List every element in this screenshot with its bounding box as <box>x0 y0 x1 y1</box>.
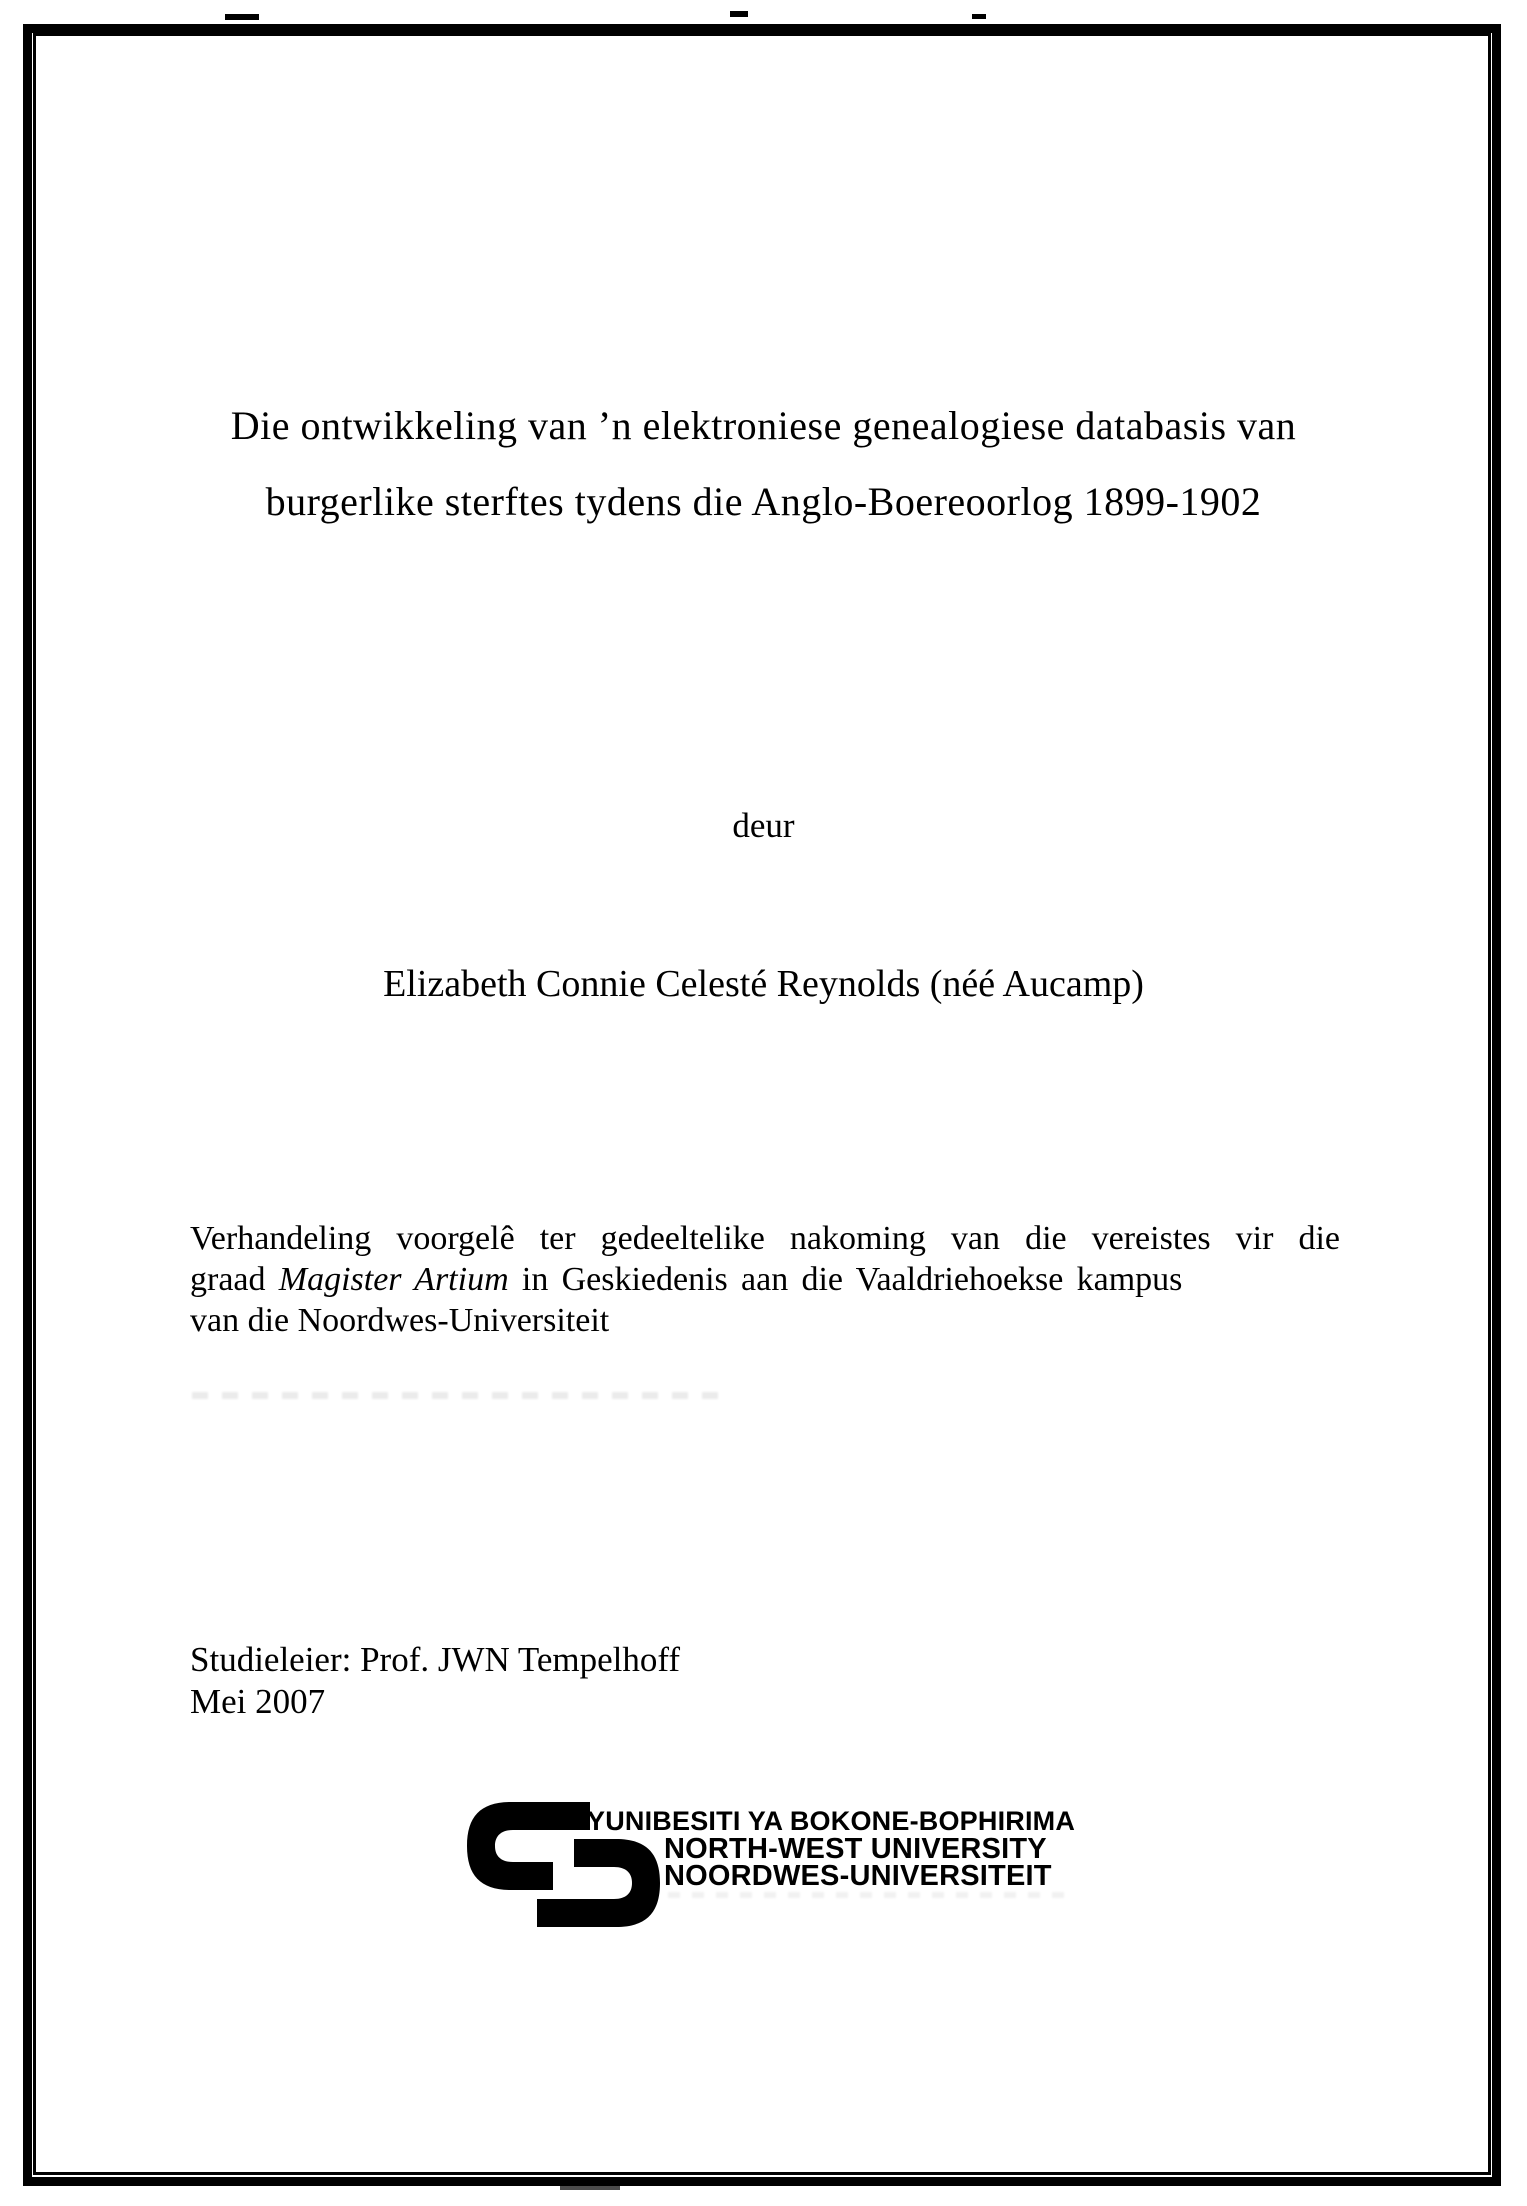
scan-artifact <box>560 2186 620 2190</box>
degree-name-italic: Magister Artium <box>278 1261 509 1298</box>
submission-line-3: van die Noordwes-Universiteit <box>190 1302 610 1339</box>
logo-text-setswana: YUNIBESITI YA BOKONE-BOPHIRIMA <box>587 1806 1076 1836</box>
submission-line-1: Verhandeling voorgelê ter gedeeltelike nakoming van die vereistes vir die <box>190 1220 1340 1257</box>
scan-ghosting <box>668 1892 1068 1898</box>
title-line-2: burgerlike sterftes tydens die Anglo-Boereoorlog 1899-1902 <box>265 479 1262 524</box>
logo-text-english: NORTH-WEST UNIVERSITY <box>664 1833 1047 1865</box>
submission-line-2-prefix: graad <box>190 1261 279 1298</box>
logo-text-afrikaans: NOORDWES-UNIVERSITEIT <box>664 1860 1052 1892</box>
byline-deur: deur <box>732 806 795 845</box>
title-line-1: Die ontwikkeling van ’n elektroniese genealogiese databasis van <box>230 403 1297 448</box>
author-name: Elizabeth Connie Celesté Reynolds (néé Aucamp) <box>383 963 1144 1005</box>
submission-statement <box>190 1218 1340 1341</box>
date-line: Mei 2007 <box>190 1682 326 1721</box>
supervisor-line: Studieleier: Prof. JWN Tempelhoff <box>190 1640 681 1679</box>
scan-artifact <box>225 14 259 20</box>
thesis-title <box>36 388 1491 540</box>
scan-artifact <box>972 14 986 19</box>
submission-line-2 <box>190 1259 1340 1300</box>
supervisor-block <box>190 1639 680 1723</box>
scan-artifact <box>730 11 748 17</box>
submission-line-2-suffix: in Geskiedenis aan die Vaaldriehoekse kampus <box>508 1261 1183 1298</box>
scan-ghosting <box>192 1392 732 1399</box>
